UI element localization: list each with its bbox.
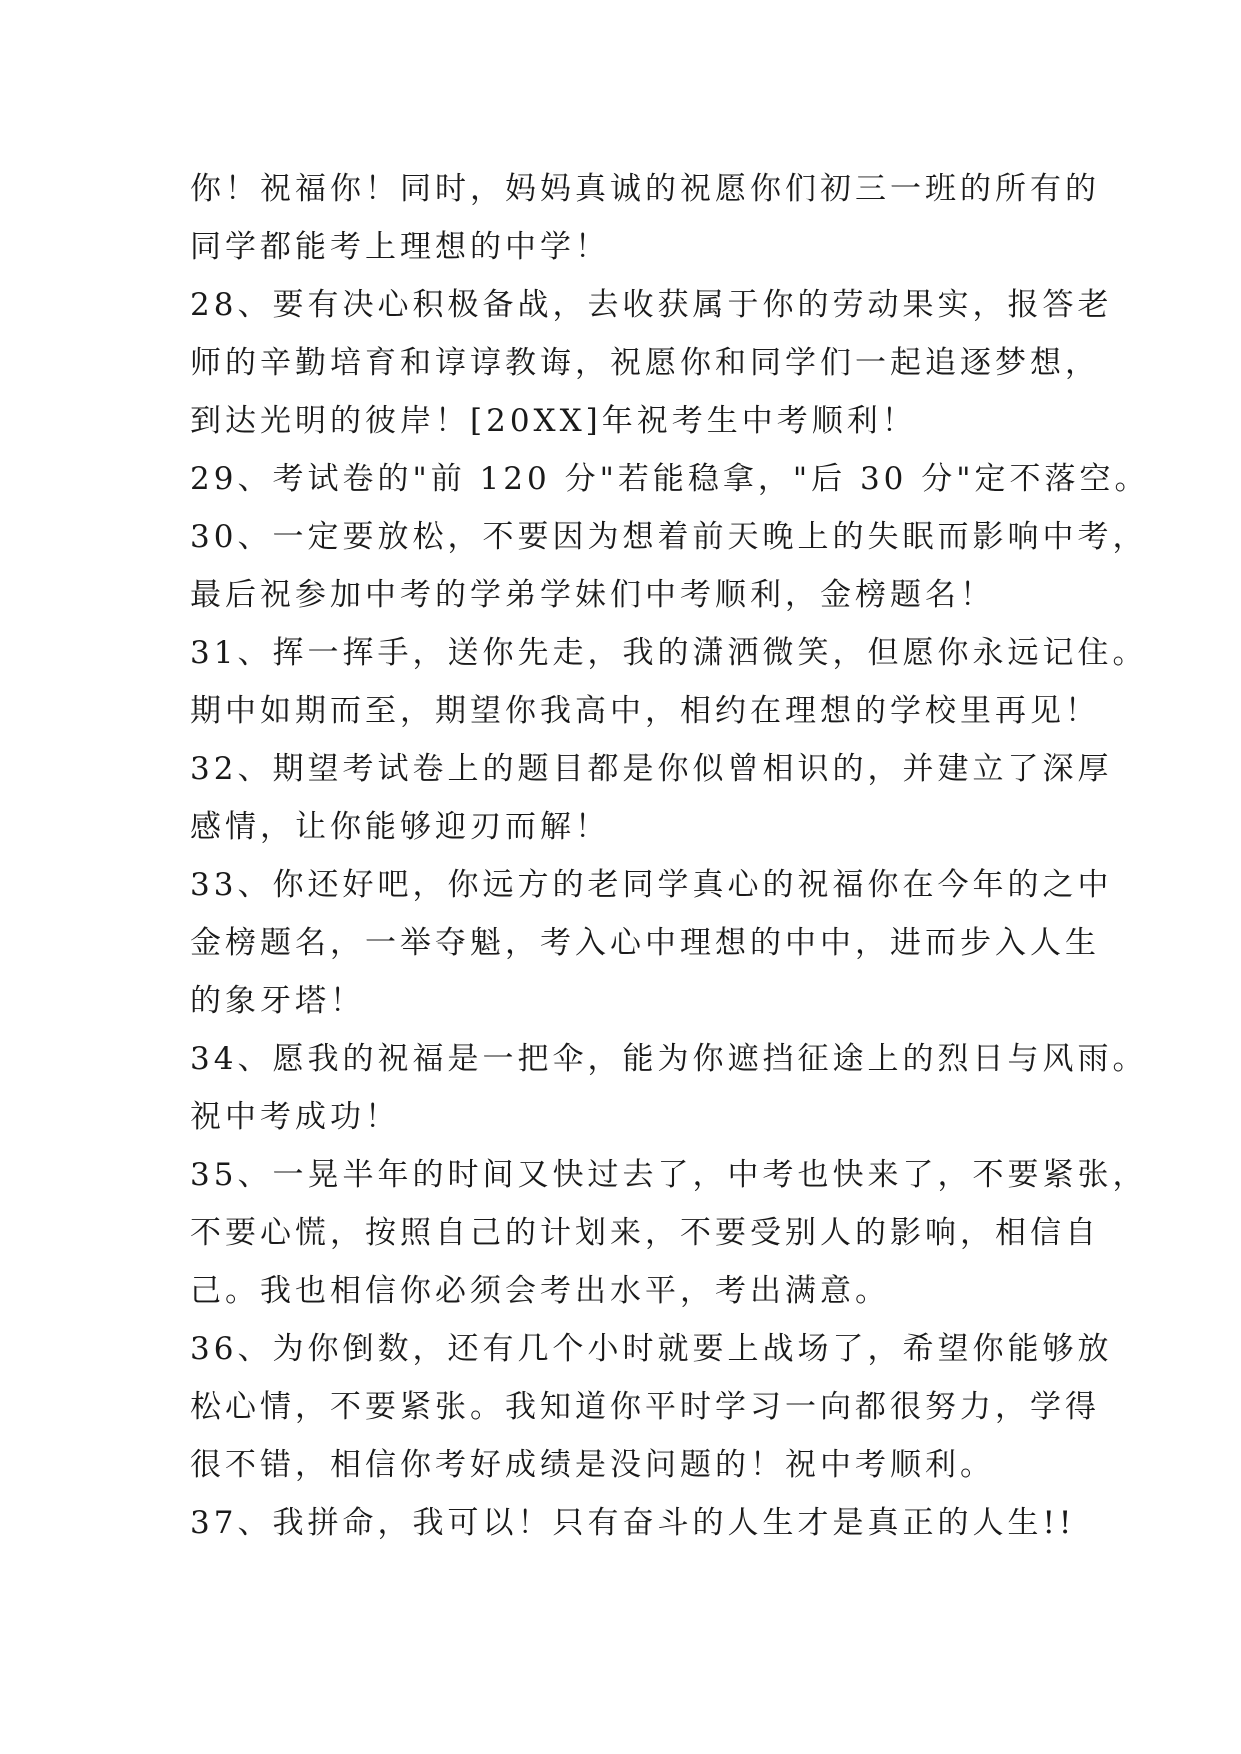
text-line: 37、我拼命，我可以！只有奋斗的人生才是真正的人生!! [190, 1505, 1076, 1541]
text-line: 31、挥一挥手，送你先走，我的潇洒微笑，但愿你永远记住。 [190, 635, 1148, 671]
text-line: 30、一定要放松，不要因为想着前天晚上的失眠而影响中考， [190, 519, 1148, 555]
text-line: 28、要有决心积极备战，去收获属于你的劳动果实，报答老 [190, 287, 1113, 323]
text-line: 祝中考成功！ [190, 1099, 400, 1135]
text-line: 感情，让你能够迎刃而解！ [190, 809, 610, 845]
text-line: 29、考试卷的"前 120 分"若能稳拿，"后 30 分"定不落空。 [190, 461, 1150, 497]
text-line: 最后祝参加中考的学弟学妹们中考顺利，金榜题名！ [190, 577, 995, 613]
document-body [190, 160, 1150, 1552]
text-line: 的象牙塔！ [190, 983, 365, 1019]
text-line: 到达光明的彼岸！[20XX]年祝考生中考顺利！ [190, 403, 917, 439]
text-line: 你！祝福你！同时，妈妈真诚的祝愿你们初三一班的所有的 [190, 171, 1100, 207]
text-line: 师的辛勤培育和谆谆教诲，祝愿你和同学们一起追逐梦想， [190, 345, 1100, 381]
text-line: 不要心慌，按照自己的计划来，不要受别人的影响，相信自 [190, 1215, 1100, 1251]
text-line: 期中如期而至，期望你我高中，相约在理想的学校里再见！ [190, 693, 1100, 729]
text-line: 33、你还好吧，你远方的老同学真心的祝福你在今年的之中 [190, 867, 1113, 903]
text-line: 金榜题名，一举夺魁，考入心中理想的中中，进而步入人生 [190, 925, 1100, 961]
text-line: 32、期望考试卷上的题目都是你似曾相识的，并建立了深厚 [190, 751, 1113, 787]
text-line: 35、一晃半年的时间又快过去了，中考也快来了，不要紧张， [190, 1157, 1148, 1193]
text-line: 同学都能考上理想的中学！ [190, 229, 610, 265]
text-line: 松心情，不要紧张。我知道你平时学习一向都很努力，学得 [190, 1389, 1100, 1425]
text-line: 36、为你倒数，还有几个小时就要上战场了，希望你能够放 [190, 1331, 1113, 1367]
text-line: 很不错，相信你考好成绩是没问题的！祝中考顺利。 [190, 1447, 995, 1483]
text-line: 己。我也相信你必须会考出水平，考出满意。 [190, 1273, 890, 1309]
text-line: 34、愿我的祝福是一把伞，能为你遮挡征途上的烈日与风雨。 [190, 1041, 1148, 1077]
